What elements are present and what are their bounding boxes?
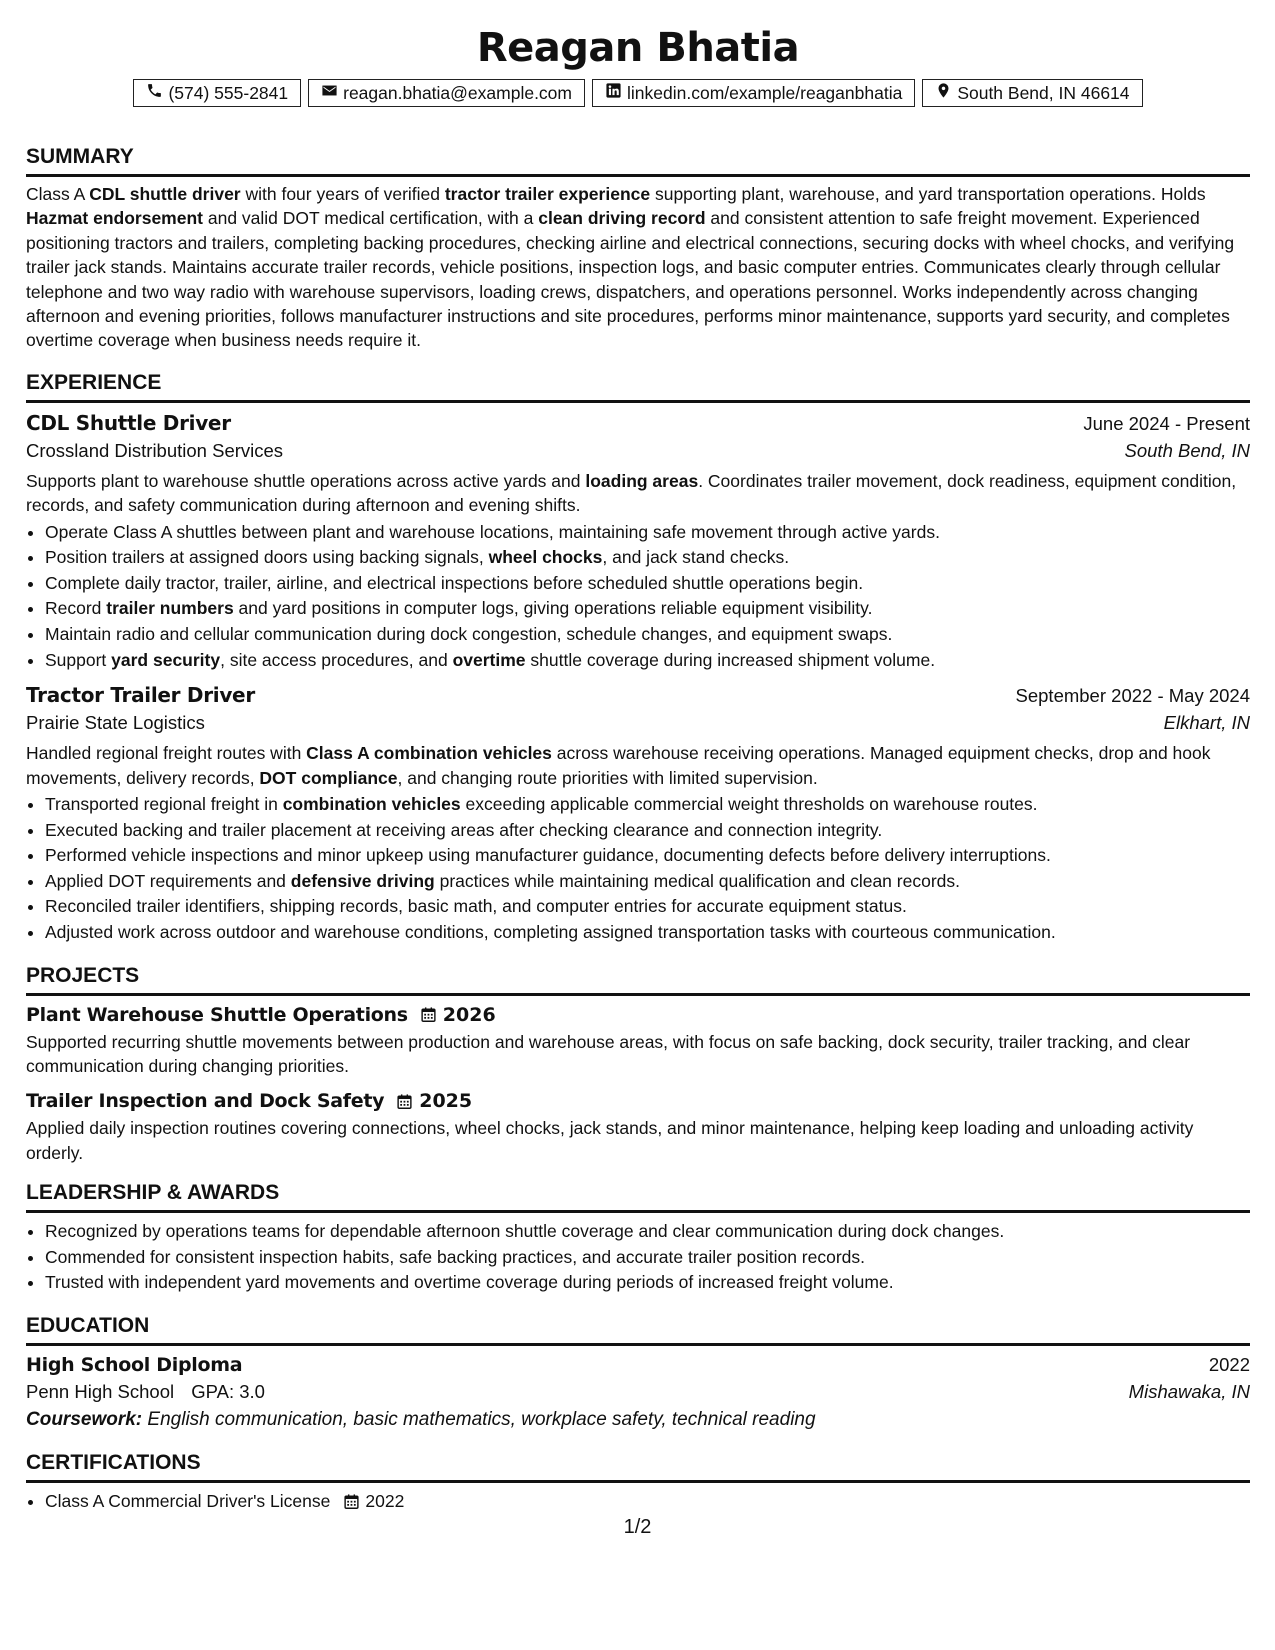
bold-phrase: combination vehicles xyxy=(282,794,461,815)
project-description: Supported recurring shuttle movements between production and warehouse areas, with focus on safe backing, dock security, trailer tracking, and clear communication during changing priorities. xyxy=(26,1031,1191,1076)
coursework-text: English communication, basic mathematics, workplace safety, technical reading xyxy=(147,1409,816,1430)
project-entry xyxy=(26,1004,1250,1079)
project-year: 2025 xyxy=(419,1090,473,1113)
list-item: • Executed backing and trailer placement at receiving areas after checking clearance and connection integrity. xyxy=(45,818,1250,844)
job-entry xyxy=(26,411,1250,673)
project-entry xyxy=(26,1090,1250,1165)
job-entry xyxy=(26,683,1250,945)
gpa: GPA: 3.0 xyxy=(191,1381,265,1402)
contact-phone[interactable] xyxy=(133,79,301,107)
certification-year: 2022 xyxy=(365,1491,405,1511)
project-year: 2026 xyxy=(442,1003,496,1026)
phone-icon xyxy=(146,79,163,107)
project-description: Applied daily inspection routines covering connections, wheel chocks, jack stands, and minor maintenance, helping keep loading and unloading activity orderly. xyxy=(26,1118,1194,1163)
calendar-icon xyxy=(343,1493,360,1510)
job-location: Elkhart, IN xyxy=(1163,712,1250,734)
summary-section xyxy=(26,143,1250,353)
bold-phrase: overtime xyxy=(452,649,526,670)
projects-section xyxy=(26,962,1250,1166)
job-title: Tractor Trailer Driver xyxy=(26,683,255,708)
list-item: • Adjusted work across outdoor and warehouse conditions, completing assigned transportation tasks with courteous communication. xyxy=(45,920,1250,946)
email-text: reagan.bhatia@example.com xyxy=(343,83,572,103)
list-item xyxy=(45,1489,1250,1515)
degree-title: High School Diploma xyxy=(26,1354,243,1376)
section-title-certifications: CERTIFICATIONS xyxy=(26,1449,1250,1483)
candidate-name: Reagan Bhatia xyxy=(476,25,800,71)
job-bullets xyxy=(26,520,1250,674)
bold-phrase: wheel chocks xyxy=(488,547,603,568)
list-item: • Position trailers at assigned doors using backing signals, wheel chocks, and jack stand checks. xyxy=(45,545,1250,571)
project-title: Plant Warehouse Shuttle Operations xyxy=(26,1003,408,1026)
section-title-leadership: LEADERSHIP & AWARDS xyxy=(26,1179,1250,1213)
experience-section xyxy=(26,369,1250,946)
section-title-education: EDUCATION xyxy=(26,1312,1250,1346)
calendar-icon xyxy=(396,1093,413,1110)
job-org: Prairie State Logistics xyxy=(26,712,205,734)
list-item: • Transported regional freight in combination vehicles exceeding applicable commercial weight thresholds on warehouse routes. xyxy=(45,792,1250,818)
contact-email[interactable] xyxy=(308,79,585,107)
bold-phrase: yard security xyxy=(111,649,221,670)
leadership-section xyxy=(26,1179,1250,1296)
bold-phrase: defensive driving xyxy=(290,870,435,891)
coursework xyxy=(26,1409,1250,1431)
job-org: Crossland Distribution Services xyxy=(26,439,284,461)
contact-linkedin[interactable] xyxy=(592,79,915,107)
education-entry xyxy=(26,1354,1250,1431)
education-section xyxy=(26,1312,1250,1431)
location-pin-icon xyxy=(935,79,952,107)
list-item: • Reconciled trailer identifiers, shipping records, basic math, and computer entries for accurate equipment status. xyxy=(45,894,1250,920)
bold-phrase: Class A combination vehicles xyxy=(306,743,552,764)
certification-name: • Class A Commercial Driver's License xyxy=(45,1491,331,1511)
bold-phrase: DOT compliance xyxy=(259,767,398,788)
job-description: Supports plant to warehouse shuttle operations across active yards and loading areas. Coordinates trailer movement, dock readiness, equipment condition, records, and safety communication during afternoon and evening shifts. xyxy=(26,470,1237,516)
bold-phrase: trailer numbers xyxy=(106,598,234,619)
certifications-section xyxy=(26,1449,1250,1515)
list-item: • Complete daily tractor, trailer, airline, and electrical inspections before scheduled shuttle operations begin. xyxy=(45,571,1250,597)
summary-text: Class A CDL shuttle driver with four years of verified tractor trailer experience supporting plant, warehouse, and yard transportation operations. Holds Hazmat endorsement and valid DOT medical certification, with a clean driving record and consistent attention to safe freight movement. Experienced positioning tractors and trailers, completing backing procedures, checking airline and electrical connections, securing docks with wheel chocks, and verifying trailer jack stands. Maintains accurate trailer records, vehicle positions, inspection logs, and basic computer entries. Communicates clearly through cellular telephone and two way radio with warehouse supervisors, loading crews, dispatchers, and operations personnel. Works independently across changing afternoon and evening priorities, follows manufacturer instructions and site procedures, performs minor maintenance, supports yard security, and completes overtime coverage when business needs require it. xyxy=(26,184,1235,351)
phone-text: (574) 555-2841 xyxy=(168,83,289,103)
list-item: • Recognized by operations teams for dependable afternoon shuttle coverage and clear communication during dock changes. xyxy=(45,1219,1250,1245)
job-dates: June 2024 - Present xyxy=(1083,412,1250,434)
job-location: South Bend, IN xyxy=(1124,439,1250,461)
list-item: • Operate Class A shuttles between plant and warehouse locations, maintaining safe movement through active yards. xyxy=(45,520,1250,546)
location-text: South Bend, IN 46614 xyxy=(957,83,1130,103)
bold-phrase: Hazmat endorsement xyxy=(26,208,203,229)
contact-bar xyxy=(26,79,1250,107)
list-item: • Performed vehicle inspections and minor upkeep using manufacturer guidance, documenting defects before delivery interruptions. xyxy=(45,843,1250,869)
project-title: Trailer Inspection and Dock Safety xyxy=(26,1090,385,1113)
linkedin-text: linkedin.com/example/reaganbhatia xyxy=(627,83,903,103)
bold-phrase: loading areas xyxy=(585,470,699,491)
job-title: CDL Shuttle Driver xyxy=(26,410,231,435)
page-number: 1/2 xyxy=(623,1516,652,1538)
certification-bullets xyxy=(26,1489,1250,1515)
job-dates: September 2022 - May 2024 xyxy=(1015,685,1250,707)
contact-location xyxy=(922,79,1142,107)
section-title-projects: PROJECTS xyxy=(26,962,1250,996)
linkedin-icon xyxy=(605,79,622,107)
bold-phrase: CDL shuttle driver xyxy=(89,184,241,204)
list-item: • Applied DOT requirements and defensive driving practices while maintaining medical qualification and clean records. xyxy=(45,869,1250,895)
bold-phrase: clean driving record xyxy=(538,208,706,229)
email-icon xyxy=(321,79,338,107)
education-location: Mishawaka, IN xyxy=(1128,1381,1250,1402)
bold-phrase: tractor trailer experience xyxy=(444,184,651,204)
resume-page xyxy=(26,20,1250,1515)
school-name: Penn High School xyxy=(26,1381,175,1402)
section-title-summary: SUMMARY xyxy=(26,143,1250,177)
list-item: • Trusted with independent yard movements and overtime coverage during periods of increased freight volume. xyxy=(45,1270,1250,1296)
coursework-label: Coursework: xyxy=(26,1409,143,1430)
leadership-bullets xyxy=(26,1219,1250,1296)
calendar-icon xyxy=(420,1006,437,1023)
list-item: • Commended for consistent inspection habits, safe backing practices, and accurate trailer position records. xyxy=(45,1245,1250,1271)
list-item: • Maintain radio and cellular communication during dock congestion, schedule changes, and equipment swaps. xyxy=(45,622,1250,648)
section-title-experience: EXPERIENCE xyxy=(26,369,1250,403)
education-year: 2022 xyxy=(1208,1354,1250,1375)
job-bullets xyxy=(26,792,1250,946)
job-description: Handled regional freight routes with Class A combination vehicles across warehouse receiving operations. Managed equipment checks, drop and hook movements, delivery records, DOT compliance, and changing route priorities with limited supervision. xyxy=(26,743,1211,788)
list-item: • Record trailer numbers and yard positions in computer logs, giving operations reliable equipment visibility. xyxy=(45,596,1250,622)
list-item: • Support yard security, site access procedures, and overtime shuttle coverage during increased shipment volume. xyxy=(45,648,1250,674)
